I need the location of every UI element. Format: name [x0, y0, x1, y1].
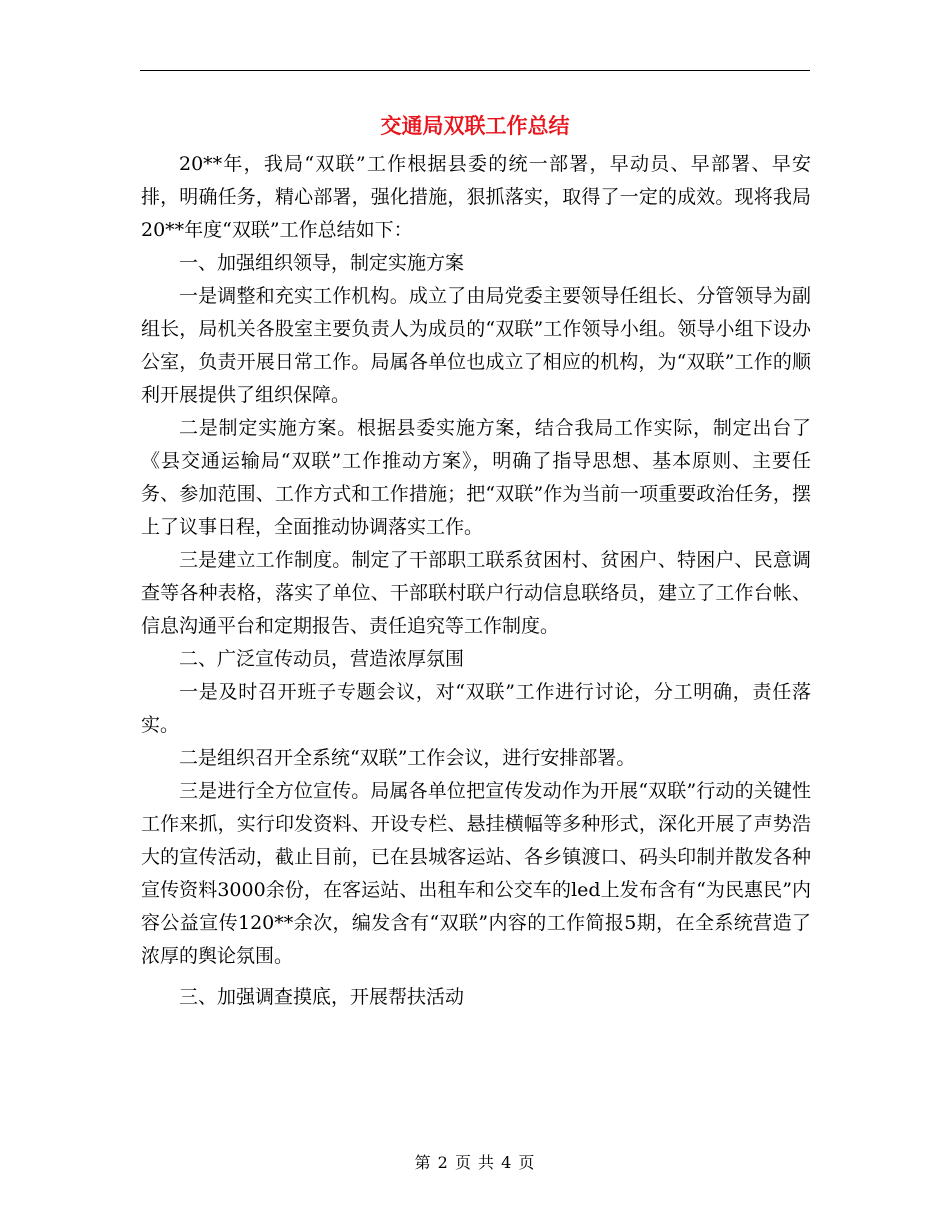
section-heading-3: 三、加强调查摸底，开展帮扶活动 — [179, 986, 465, 1008]
paragraph: 二是制定实施方案。根据县委实施方案，结合我局工作实际，制定出台了《县交通运输局“双联”工作推动方案》，明确了指导思想、基本原则、主要任务、参加范围、工作方式和工作措施；把“双联”作为当前一项重要政治任务，摆上了议事日程，全面推动协调落实工作。 — [141, 417, 811, 538]
document-title: 交通局双联工作总结 — [380, 114, 570, 138]
header-rule — [140, 70, 810, 71]
section-heading-1: 一、加强组织领导，制定实施方案 — [179, 252, 465, 274]
paragraph: 三是进行全方位宣传。局属各单位把宣传发动作为开展“双联”行动的关键性工作来抓，实行印发资料、开设专栏、悬挂横幅等多种形式，深化开展了声势浩大的宣传活动，截止目前，已在县城客运站、各乡镇渡口、码头印制并散发各种宣传资料3000余份，在客运站、出租车和公交车的led上发布含有“为民惠民”内容公益宣传120**余次，编发含有“双联”内容的工作简报5期，在全系统营造了浓厚的舆论氛围。 — [141, 780, 811, 967]
paragraph: 一是调整和充实工作机构。成立了由局党委主要领导任组长、分管领导为副组长，局机关各股室主要负责人为成员的“双联”工作领导小组。领导小组下设办公室，负责开展日常工作。局属各单位也成立了相应的机构，为“双联”工作的顺利开展提供了组织保障。 — [141, 285, 811, 406]
paragraph: 三是建立工作制度。制定了干部职工联系贫困村、贫困户、特困户、民意调查等各种表格，落实了单位、干部联村联户行动信息联络员，建立了工作台帐、信息沟通平台和定期报告、责任追究等工作制度。 — [141, 549, 811, 637]
paragraph-intro: 20**年，我局“双联”工作根据县委的统一部署，早动员、早部署、早安排，明确任务，精心部署，强化措施，狠抓落实，取得了一定的成效。现将我局20**年度“双联”工作总结如下： — [141, 153, 811, 241]
document-body — [141, 148, 811, 1014]
page-number: 第 2 页 共 4 页 — [414, 1153, 536, 1172]
section-heading-2: 二、广泛宣传动员，营造浓厚氛围 — [179, 648, 465, 670]
paragraph: 二是组织召开全系统“双联”工作会议，进行安排部署。 — [179, 747, 636, 769]
paragraph: 一是及时召开班子专题会议，对“双联”工作进行讨论，分工明确，责任落实。 — [141, 681, 811, 736]
